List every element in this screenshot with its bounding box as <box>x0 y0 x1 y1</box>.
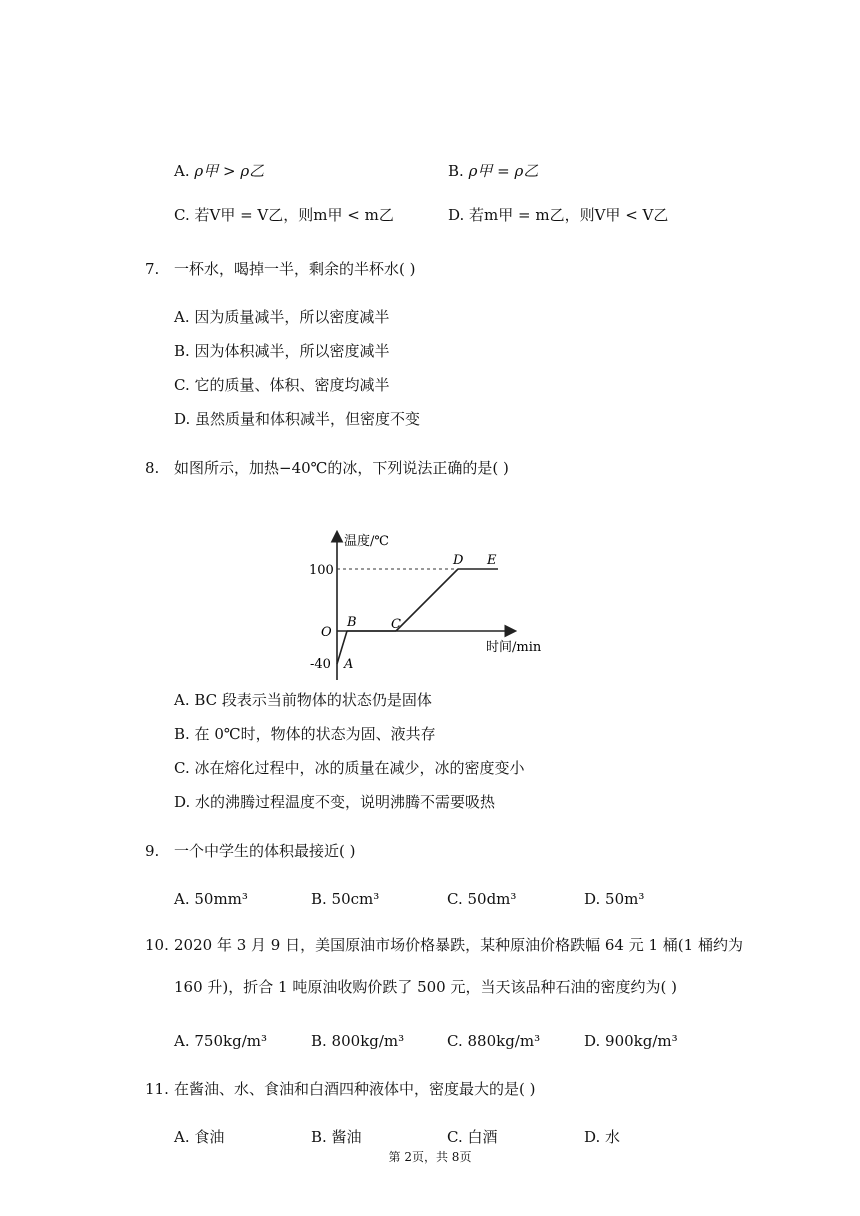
tick-label-neg40: -40 <box>310 657 331 672</box>
q9-option-b: B. 50cm³ <box>311 890 380 908</box>
q6-option-c <box>174 205 394 225</box>
q7-option-a: A. 因为质量减半，所以密度减半 <box>174 308 390 326</box>
q11-stem: 在酱油、水、食油和白酒四种液体中，密度最大的是( ) <box>174 1080 536 1098</box>
q11-option-c: C. 白酒 <box>447 1128 498 1146</box>
segment-cd <box>396 569 458 631</box>
q7-option-b: B. 因为体积减半，所以密度减半 <box>174 342 390 360</box>
q6-option-d-letter: D. <box>448 206 465 224</box>
q6-option-a <box>174 161 264 181</box>
q8-option-c: C. 冰在熔化过程中，冰的质量在减少，冰的密度变小 <box>174 759 525 777</box>
q8-option-a: A. BC 段表示当前物体的状态仍是固体 <box>174 691 432 709</box>
q9-option-d: D. 50m³ <box>584 890 645 908</box>
q10-stem-line-1: 2020 年 3 月 9 日，美国原油市场价格暴跌，某种原油价格跌幅 64 元 1 桶(1 桶约为 <box>174 936 743 954</box>
q9-number: 9. <box>145 842 160 860</box>
x-axis-label: 时间/min <box>486 640 542 655</box>
q10-option-b: B. 800kg/m³ <box>311 1032 405 1050</box>
q10-stem-line-2: 160 升)，折合 1 吨原油收购价跌了 500 元，当天该品种石油的密度约为( ) <box>174 978 677 996</box>
q6-option-b-letter: B. <box>448 162 464 180</box>
q11-number: 11. <box>145 1080 169 1098</box>
point-label-b: B <box>347 615 357 630</box>
q6-option-a-letter: A. <box>174 162 190 180</box>
q6-option-b-text: ρ甲 = ρ乙 <box>468 162 539 180</box>
point-label-a: A <box>344 657 354 672</box>
q8-option-b: B. 在 0℃时，物体的状态为固、液共存 <box>174 725 436 743</box>
point-label-c: C <box>391 617 401 632</box>
point-label-e: E <box>487 553 497 568</box>
q10-number: 10. <box>145 936 169 954</box>
q7-number: 7. <box>145 260 160 278</box>
q8-heating-curve-figure <box>300 525 560 685</box>
q11-option-a: A. 食油 <box>174 1128 225 1146</box>
page-footer: 第 2页，共 8页 <box>388 1150 472 1164</box>
q6-option-d-text: 若m甲 = m乙，则V甲 < V乙 <box>469 206 669 224</box>
q10-option-c: C. 880kg/m³ <box>447 1032 541 1050</box>
q9-option-a: A. 50mm³ <box>174 890 248 908</box>
origin-label: O <box>321 625 332 640</box>
tick-label-100: 100 <box>309 563 334 578</box>
y-axis-label: 温度/℃ <box>344 534 389 549</box>
q6-option-c-text: 若V甲 = V乙，则m甲 < m乙 <box>194 206 394 224</box>
q6-option-d <box>448 205 668 225</box>
q11-option-b: B. 酱油 <box>311 1128 362 1146</box>
q10-option-d: D. 900kg/m³ <box>584 1032 678 1050</box>
q8-number: 8. <box>145 459 160 477</box>
q8-stem: 如图所示，加热−40℃的冰，下列说法正确的是( ) <box>174 459 509 477</box>
q7-option-c: C. 它的质量、体积、密度均减半 <box>174 376 390 394</box>
q8-option-d: D. 水的沸腾过程温度不变，说明沸腾不需要吸热 <box>174 793 496 811</box>
q6-option-c-letter: C. <box>174 206 190 224</box>
point-label-d: D <box>453 553 464 568</box>
q6-option-a-text: ρ甲 > ρ乙 <box>194 162 265 180</box>
q7-stem: 一杯水，喝掉一半，剩余的半杯水( ) <box>174 260 416 278</box>
q7-option-d: D. 虽然质量和体积减半，但密度不变 <box>174 410 421 428</box>
q6-option-b <box>448 161 538 181</box>
q10-option-a: A. 750kg/m³ <box>174 1032 267 1050</box>
q9-option-c: C. 50dm³ <box>447 890 517 908</box>
q11-option-d: D. 水 <box>584 1128 621 1146</box>
q9-stem: 一个中学生的体积最接近( ) <box>174 842 356 860</box>
